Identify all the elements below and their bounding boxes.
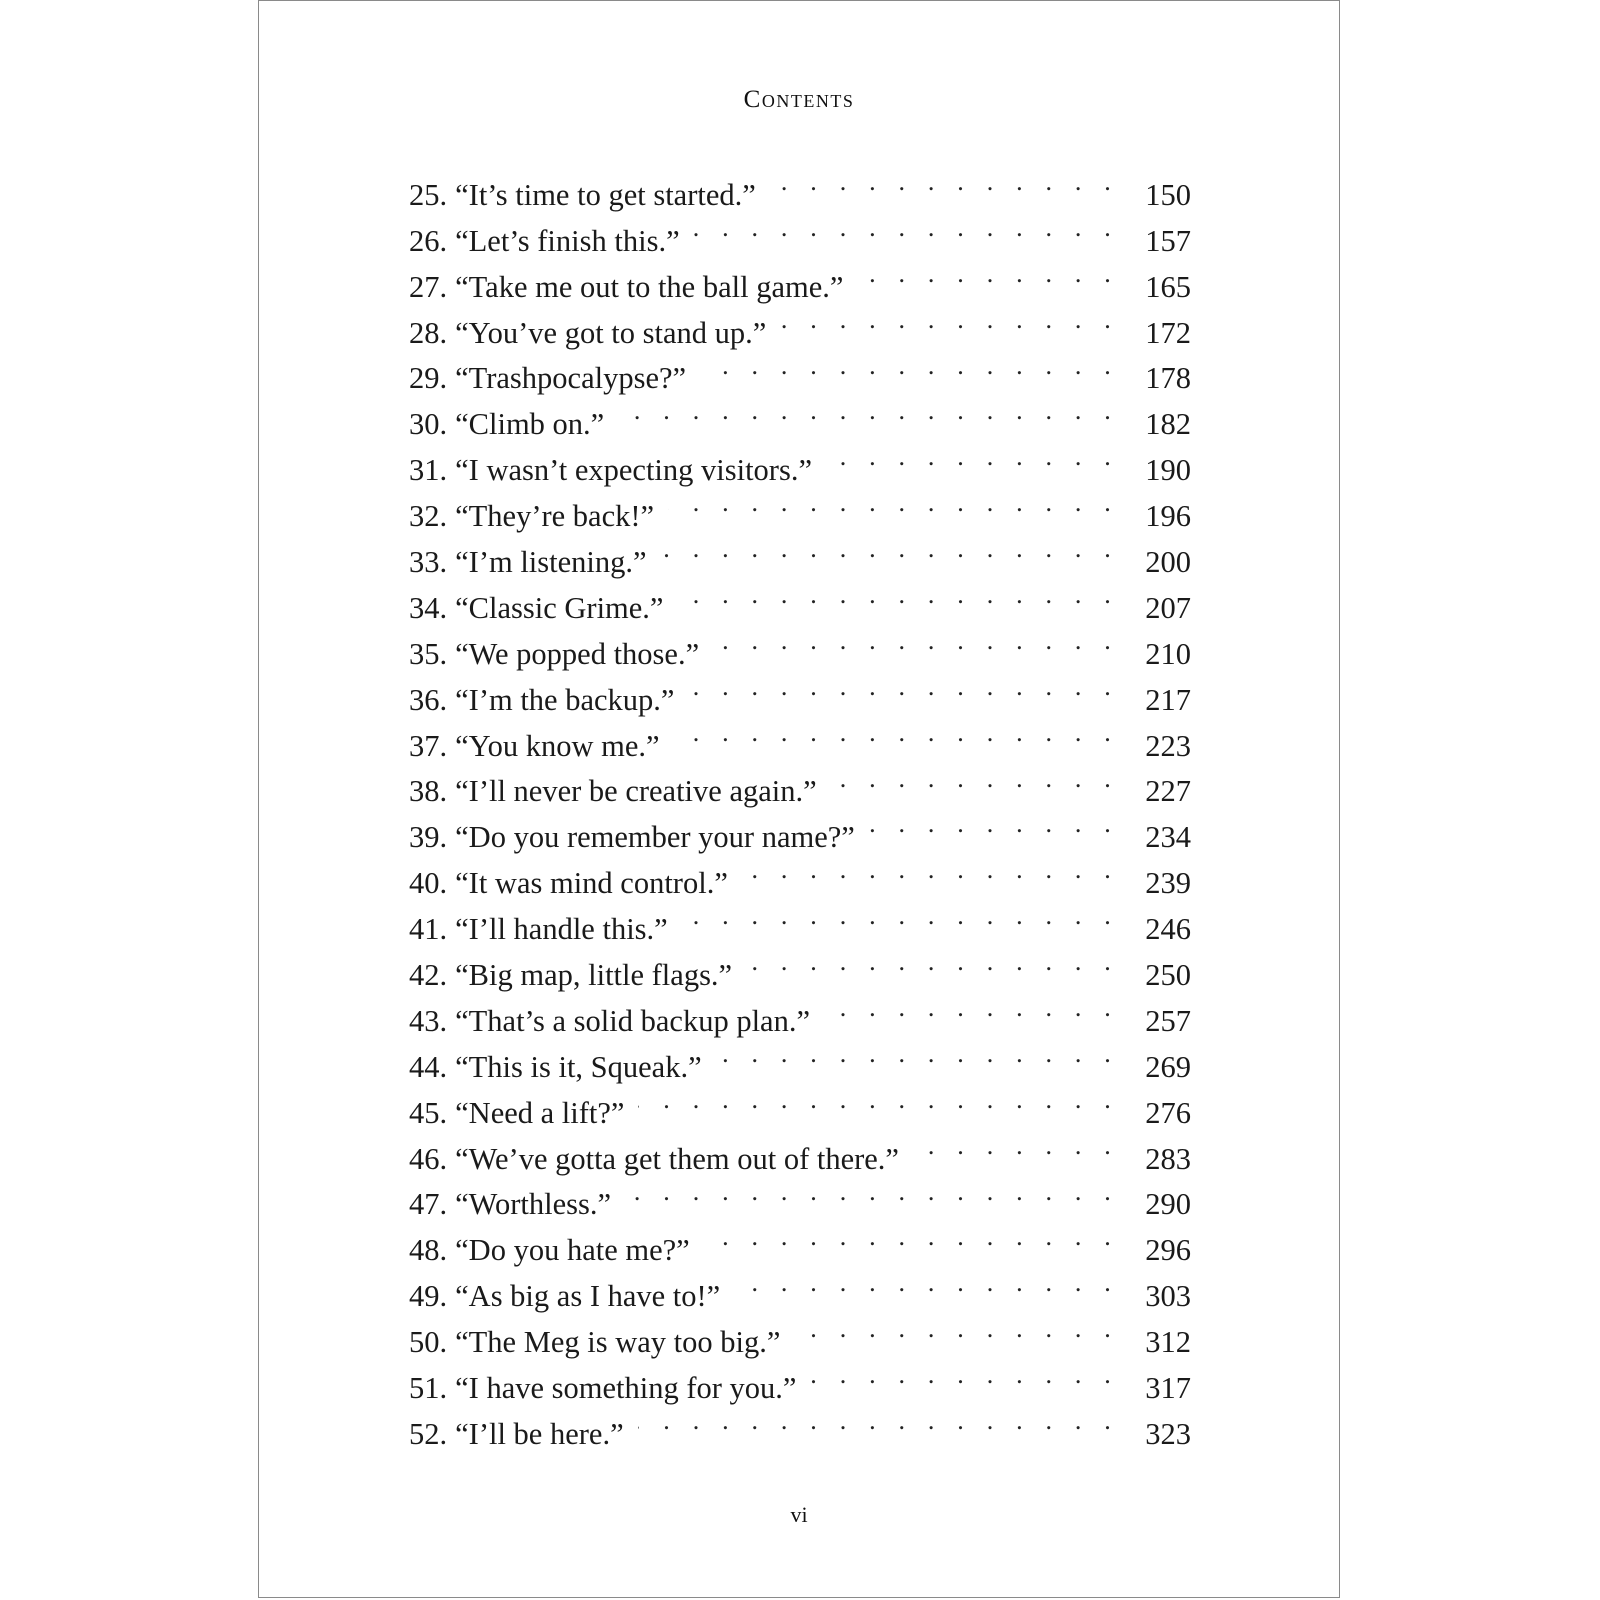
page-title: Contents — [743, 86, 855, 113]
chapter-page-number: 234 — [1145, 820, 1191, 855]
chapter-page-number: 303 — [1145, 1279, 1191, 1314]
chapter-title: “We’ve gotta get them out of there.” — [455, 1141, 899, 1176]
chapter-title: “I’ll be here.” — [455, 1416, 624, 1451]
chapter-number: 27. — [409, 269, 448, 304]
chapter-number: 29. — [409, 361, 448, 396]
dot-leader — [716, 1031, 1119, 1077]
chapter-number: 51. — [409, 1371, 448, 1406]
chapter-title: “Take me out to the ball game.” — [455, 269, 844, 304]
chapter-title: “Need a lift?” — [455, 1095, 625, 1130]
chapter-number: 52. — [409, 1416, 448, 1451]
chapter-title: “You know me.” — [455, 728, 660, 763]
chapter-page-number: 223 — [1145, 728, 1191, 763]
dot-leader — [661, 526, 1119, 572]
chapter-number: 36. — [409, 682, 448, 717]
chapter-page-number: 182 — [1145, 407, 1191, 442]
chapter-page-number: 283 — [1145, 1141, 1191, 1176]
chapter-number: 48. — [409, 1233, 448, 1268]
chapter-number: 39. — [409, 820, 448, 855]
chapter-title: “As big as I have to!” — [455, 1279, 721, 1314]
chapter-title: “Let’s finish this.” — [455, 223, 680, 258]
chapter-number: 26. — [409, 223, 448, 258]
chapter-number: 46. — [409, 1141, 448, 1176]
chapter-page-number: 290 — [1145, 1187, 1191, 1222]
table-of-contents — [409, 159, 1191, 1451]
dot-leader — [869, 801, 1119, 847]
chapter-page-number: 323 — [1145, 1416, 1191, 1451]
chapter-title: “They’re back!” — [455, 499, 655, 534]
chapter-title: “We popped those.” — [455, 636, 700, 671]
chapter-page-number: 196 — [1145, 499, 1191, 534]
chapter-title: “That’s a solid backup plan.” — [455, 1003, 811, 1038]
chapter-page-number: 250 — [1145, 958, 1191, 993]
dot-leader — [625, 1169, 1119, 1215]
dot-leader — [682, 893, 1119, 939]
chapter-number: 43. — [409, 1003, 448, 1038]
dot-leader — [913, 1123, 1119, 1169]
chapter-page-number: 276 — [1145, 1095, 1191, 1130]
dot-leader — [688, 664, 1119, 710]
chapter-page-number: 150 — [1145, 177, 1191, 212]
dot-leader — [700, 343, 1119, 389]
chapter-page-number: 246 — [1145, 912, 1191, 947]
chapter-page-number: 200 — [1145, 545, 1191, 580]
chapter-number: 37. — [409, 728, 448, 763]
chapter-number: 41. — [409, 912, 448, 947]
chapter-title: “I’m the backup.” — [455, 682, 675, 717]
chapter-page-number: 217 — [1145, 682, 1191, 717]
chapter-title: “I’ll never be creative again.” — [455, 774, 817, 809]
chapter-page-number: 269 — [1145, 1049, 1191, 1084]
page-folio: vi — [790, 1502, 808, 1527]
dot-leader — [668, 480, 1119, 526]
chapter-page-number: 312 — [1145, 1325, 1191, 1360]
chapter-title: “Big map, little flags.” — [455, 958, 733, 993]
chapter-number: 38. — [409, 774, 448, 809]
chapter-number: 40. — [409, 866, 448, 901]
chapter-title: “It was mind control.” — [455, 866, 728, 901]
chapter-page-number: 257 — [1145, 1003, 1191, 1038]
dot-leader — [638, 1077, 1119, 1123]
chapter-number: 33. — [409, 545, 448, 580]
chapter-number: 32. — [409, 499, 448, 534]
dot-leader — [618, 388, 1119, 434]
chapter-page-number: 157 — [1145, 223, 1191, 258]
chapter-number: 50. — [409, 1325, 448, 1360]
chapter-page-number: 239 — [1145, 866, 1191, 901]
chapter-title: “Classic Grime.” — [455, 590, 664, 625]
chapter-page-number: 317 — [1145, 1371, 1191, 1406]
chapter-page-number: 210 — [1145, 636, 1191, 671]
chapter-number: 25. — [409, 177, 448, 212]
chapter-number: 44. — [409, 1049, 448, 1084]
dot-leader — [824, 985, 1119, 1031]
chapter-title: “The Meg is way too big.” — [455, 1325, 781, 1360]
dot-leader — [713, 618, 1119, 664]
dot-leader — [794, 1306, 1119, 1352]
chapter-number: 42. — [409, 958, 448, 993]
dot-leader — [831, 756, 1119, 802]
dot-leader — [746, 939, 1119, 985]
chapter-title: “I wasn’t expecting visitors.” — [455, 453, 812, 488]
chapter-title: “Trashpocalypse?” — [455, 361, 687, 396]
chapter-number: 35. — [409, 636, 448, 671]
book-page — [258, 0, 1340, 1598]
dot-leader — [734, 1260, 1119, 1306]
chapter-page-number: 190 — [1145, 453, 1191, 488]
chapter-title: “Do you remember your name?” — [455, 820, 855, 855]
chapter-title: “I’m listening.” — [455, 545, 647, 580]
chapter-number: 28. — [409, 315, 448, 350]
chapter-page-number: 227 — [1145, 774, 1191, 809]
chapter-title: “This is it, Squeak.” — [455, 1049, 702, 1084]
chapter-number: 47. — [409, 1187, 448, 1222]
dot-leader — [810, 1352, 1119, 1398]
dot-leader — [742, 847, 1119, 893]
dot-leader — [780, 297, 1119, 343]
chapter-number: 49. — [409, 1279, 448, 1314]
dot-leader — [694, 205, 1119, 251]
chapter-title: “I have something for you.” — [455, 1371, 797, 1406]
chapter-number: 31. — [409, 453, 448, 488]
chapter-title: “Do you hate me?” — [455, 1233, 690, 1268]
chapter-title: “Worthless.” — [455, 1187, 612, 1222]
chapter-number: 45. — [409, 1095, 448, 1130]
dot-leader — [826, 434, 1119, 480]
chapter-page-number: 165 — [1145, 269, 1191, 304]
chapter-number: 30. — [409, 407, 448, 442]
dot-leader — [857, 251, 1119, 297]
chapter-page-number: 172 — [1145, 315, 1191, 350]
chapter-title: “Climb on.” — [455, 407, 605, 442]
chapter-title: “It’s time to get started.” — [455, 177, 756, 212]
dot-leader — [704, 1214, 1119, 1260]
toc-entry[interactable] — [409, 159, 1191, 212]
chapter-title: “You’ve got to stand up.” — [455, 315, 767, 350]
dot-leader — [677, 572, 1119, 618]
chapter-page-number: 178 — [1145, 361, 1191, 396]
chapter-page-number: 296 — [1145, 1233, 1191, 1268]
dot-leader — [638, 1398, 1119, 1444]
chapter-title: “I’ll handle this.” — [455, 912, 668, 947]
chapter-page-number: 207 — [1145, 590, 1191, 625]
dot-leader — [770, 159, 1119, 205]
dot-leader — [674, 710, 1119, 756]
chapter-number: 34. — [409, 590, 448, 625]
